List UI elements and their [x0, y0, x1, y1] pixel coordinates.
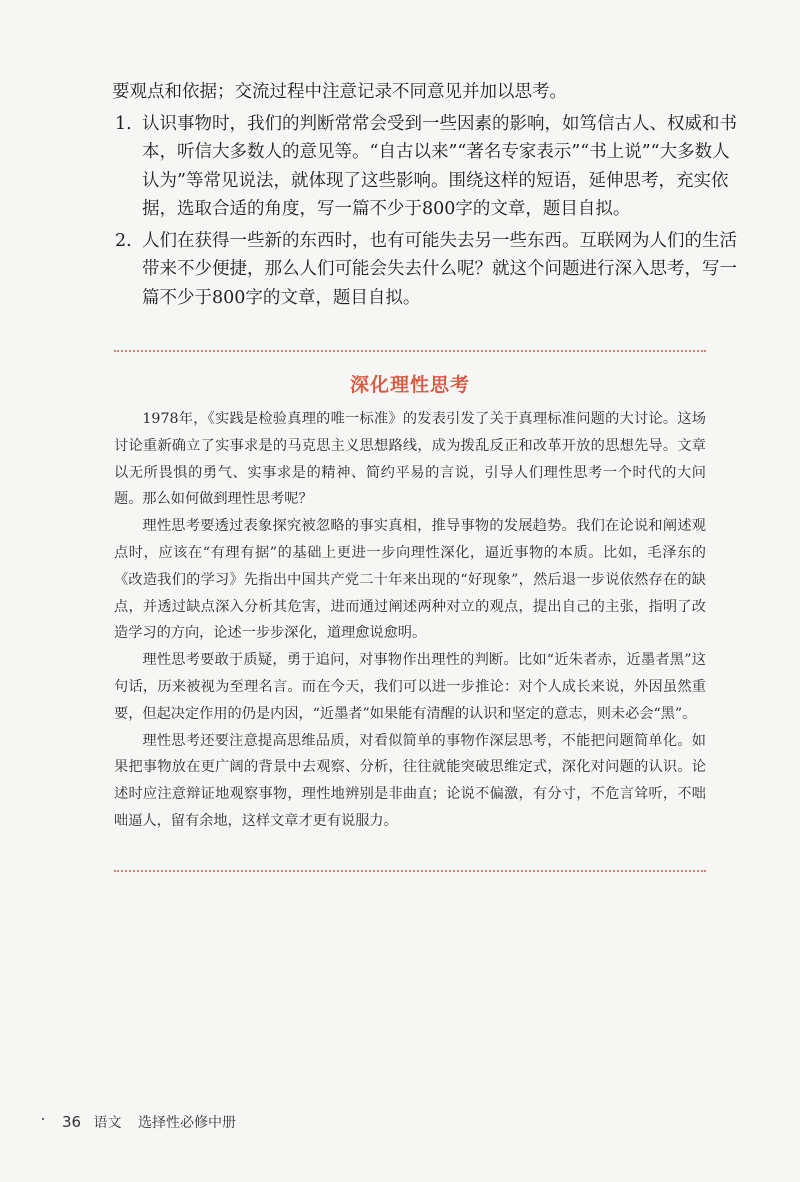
bottom-dotted-divider	[114, 870, 706, 872]
footer-subject: 语文	[93, 1115, 122, 1131]
box-title: 深化理性思考	[349, 374, 470, 396]
box-paragraph: 1978年，《实践是检验真理的唯一标准》的发表引发了关于真理标准问题的大讨论。这场讨论重新确立了实事求是的马克思主义思想路线，成为拨乱反正和改革开放的思想先导。文章以无所畏惧的勇气、实事求是的精神、简约平易的言说，引导人们理性思考一个时代的大问题。那么如何做到理性思考呢？	[114, 411, 706, 508]
margin-mark	[42, 1118, 44, 1120]
footer-book: 选择性必修中册	[138, 1115, 236, 1131]
top-dotted-divider	[114, 350, 706, 352]
box-paragraph: 理性思考要敢于质疑，勇于追问，对事物作出理性的判断。比如“近朱者赤，近墨者黑”这句话，历来被视为至理名言。而在今天，我们可以进一步推论：对个人成长来说，外因虽然重要，但起决定作用的仍是内因，“近墨者”如果能有清醒的认识和坚定的意志，则未必会“黑”。	[114, 652, 706, 722]
task-item-1	[112, 110, 744, 224]
page-number: 36	[62, 1113, 82, 1131]
task-text: 认识事物时，我们的判断常常会受到一些因素的影响，如笃信古人、权威和书本，听信大多数人的意见等。“自古以来”“著名专家表示”“书上说”“大多数人认为”等常见说法，就体现了这些影响。围绕这样的短语，延伸思考，充实依据，选取合适的角度，写一篇不少于800字的文章，题目自拟。	[142, 113, 737, 219]
lead-line: 要观点和依据；交流过程中注意记录不同意见并加以思考。	[112, 82, 567, 102]
page-footer	[62, 1112, 236, 1132]
writing-tasks	[112, 78, 744, 312]
task-item-2	[112, 227, 744, 313]
task-text: 人们在获得一些新的东西时，也有可能失去另一些东西。互联网为人们的生活带来不少便捷，那么人们可能会失去什么呢？就这个问题进行深入思考，写一篇不少于800字的文章，题目自拟。	[142, 230, 737, 308]
box-paragraph: 理性思考还要注意提高思维品质，对看似简单的事物作深层思考，不能把问题简单化。如果把事物放在更广阔的背景中去观察、分析，往往就能突破思维定式，深化对问题的认识。论述时应注意辩证地观察事物，理性地辨别是非曲直；论说不偏激，有分寸，不危言耸听，不咄咄逼人，留有余地，这样文章才更有说服力。	[114, 732, 706, 829]
task-number: 2.	[115, 230, 132, 251]
task-number: 1.	[115, 113, 132, 134]
box-body	[114, 406, 706, 835]
box-paragraph: 理性思考要透过表象探究被忽略的事实真相，推导事物的发展趋势。我们在论说和阐述观点时，应该在“有理有据”的基础上更进一步向理性深化，逼近事物的本质。比如，毛泽东的《改造我们的学习》先指出中国共产党二十年来出现的“好现象”，然后退一步说依然存在的缺点，并透过缺点深入分析其危害，进而通过阐述两种对立的观点，提出自己的主张，指明了改造学习的方向，论述一步步深化，道理愈说愈明。	[114, 518, 706, 642]
